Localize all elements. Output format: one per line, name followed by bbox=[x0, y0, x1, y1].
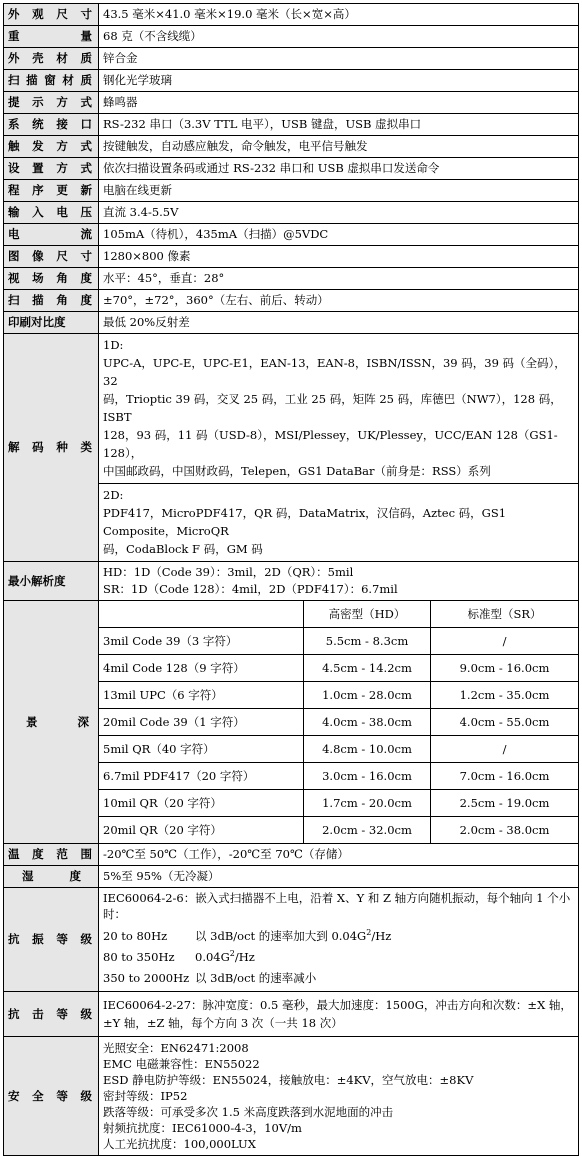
dof-sr: 7.0cm - 16.0cm bbox=[431, 763, 579, 790]
row-resolution bbox=[4, 562, 579, 601]
row-image bbox=[4, 246, 579, 268]
dof-hd: 5.5cm - 8.3cm bbox=[304, 628, 431, 655]
value-housing: 锌合金 bbox=[99, 48, 579, 70]
label-dof: 景 深 bbox=[4, 601, 99, 844]
dof-row bbox=[99, 628, 578, 655]
label-shock: 抗击等级 bbox=[4, 992, 99, 1037]
row-scan-angle bbox=[4, 290, 579, 312]
decode-1d-line: 128，93 码，11 码（USD-8），MSI/Plessey，UK/Plessey，UCC/EAN 128（GS1-128）， bbox=[103, 428, 558, 460]
label-temp: 温度范围 bbox=[4, 844, 99, 866]
row-current bbox=[4, 224, 579, 246]
dof-code: 13mil UPC（6 字符） bbox=[99, 682, 304, 709]
value-safety bbox=[99, 1037, 579, 1156]
row-config bbox=[4, 158, 579, 180]
vibration-sup: 2 bbox=[229, 949, 235, 959]
dof-code: 20mil QR（20 字符） bbox=[103, 822, 222, 837]
label-weight: 重 量 bbox=[4, 26, 99, 48]
vibration-desc: 0.04G bbox=[195, 950, 230, 964]
dof-row bbox=[99, 790, 578, 817]
vibration-row bbox=[103, 947, 574, 968]
dof-sr: 1.2cm - 35.0cm bbox=[431, 682, 579, 709]
decode-1d-line: UPC-A，UPC-E，UPC-E1，EAN-13，EAN-8，ISBN/ISSN，39 码，39 码（全码），32 bbox=[103, 356, 566, 388]
dof-table bbox=[99, 601, 578, 843]
decode-1d-title: 1D: bbox=[103, 338, 124, 352]
vibration-row bbox=[103, 968, 574, 989]
value-window: 钢化光学玻璃 bbox=[99, 70, 579, 92]
value-decode bbox=[99, 334, 579, 562]
row-update bbox=[4, 180, 579, 202]
safety-line: 射频抗扰度：IEC61000-4-3，10V/m bbox=[103, 1121, 302, 1135]
decode-1d-line: 中国邮政码，中国财政码，Telepen，GS1 DataBar（前身是：RSS）系列 bbox=[103, 464, 491, 478]
row-vibration bbox=[4, 888, 579, 992]
value-contrast: 最低 20%反射差 bbox=[99, 312, 579, 334]
row-window bbox=[4, 70, 579, 92]
row-interface bbox=[4, 114, 579, 136]
dof-row bbox=[99, 682, 578, 709]
vibration-freq: 20 to 80Hz bbox=[103, 929, 168, 943]
row-humidity bbox=[4, 866, 579, 888]
dof-sr: 9.0cm - 16.0cm bbox=[431, 655, 579, 682]
value-shock: IEC60064-2-27：脉冲宽度：0.5 毫秒，最大加速度：1500G，冲击方向和次数：±X 轴，±Y 轴，±Z 轴，每个方向 3 次（一共 18 次） bbox=[99, 992, 579, 1037]
decode-1d-block bbox=[99, 334, 578, 484]
dof-header-sr: 标准型（SR） bbox=[431, 601, 579, 628]
label-size: 外观尺寸 bbox=[4, 4, 99, 26]
dof-code: 20mil Code 39（1 字符） bbox=[99, 709, 304, 736]
row-temp bbox=[4, 844, 579, 866]
value-config: 依次扫描设置条码或通过 RS-232 串口和 USB 虚拟串口发送命令 bbox=[99, 158, 579, 180]
value-size: 43.5 毫米×41.0 毫米×19.0 毫米（长×宽×高） bbox=[99, 4, 579, 26]
label-interface: 系统接口 bbox=[4, 114, 99, 136]
dof-code: 3mil Code 39（3 字符） bbox=[99, 628, 304, 655]
value-vibration bbox=[99, 888, 579, 992]
value-dof bbox=[99, 601, 579, 844]
value-fov: 水平：45°，垂直：28° bbox=[99, 268, 579, 290]
vibration-desc: 以 3dB/oct 的速率减小 bbox=[195, 971, 317, 985]
dof-header-blank bbox=[99, 601, 304, 628]
label-contrast: 印刷对比度 bbox=[4, 312, 99, 334]
value-interface: RS-232 串口（3.3V TTL 电平），USB 键盘，USB 虚拟串口 bbox=[99, 114, 579, 136]
dof-hd: 4.5cm - 14.2cm bbox=[304, 655, 431, 682]
decode-2d-title: 2D: bbox=[103, 488, 124, 502]
row-housing bbox=[4, 48, 579, 70]
dof-row bbox=[99, 763, 578, 790]
vibration-desc-unit: /Hz bbox=[234, 950, 255, 964]
row-safety bbox=[4, 1037, 579, 1156]
row-voltage bbox=[4, 202, 579, 224]
row-shock bbox=[4, 992, 579, 1037]
dof-sr: / bbox=[431, 628, 579, 655]
vibration-row bbox=[103, 926, 574, 947]
safety-line: 跌落等级：可承受多次 1.5 米高度跌落到水泥地面的冲击 bbox=[103, 1105, 394, 1119]
label-decode: 解码种类 bbox=[4, 334, 99, 562]
dof-hd: 4.8cm - 10.0cm bbox=[304, 736, 431, 763]
row-decode bbox=[4, 334, 579, 562]
row-trigger bbox=[4, 136, 579, 158]
label-update: 程序更新 bbox=[4, 180, 99, 202]
label-window: 扫描窗材质 bbox=[4, 70, 99, 92]
row-fov bbox=[4, 268, 579, 290]
dof-code: 10mil QR（20 字符） bbox=[99, 790, 304, 817]
label-vibration: 抗振等级 bbox=[4, 888, 99, 992]
label-resolution: 最小解析度 bbox=[4, 562, 99, 601]
vibration-intro: IEC60064-2-6：嵌入式扫描器不上电，沿着 X、Y 和 Z 轴方向随机振动，每个轴向 1 个小时： bbox=[103, 891, 571, 921]
value-weight: 68 克（不含线缆） bbox=[99, 26, 579, 48]
label-indicator: 提示方式 bbox=[4, 92, 99, 114]
vibration-sup: 2 bbox=[366, 928, 372, 938]
dof-code: 5mil QR（40 字符） bbox=[99, 736, 304, 763]
label-humidity: 湿 度 bbox=[4, 866, 99, 888]
value-current: 105mA（待机），435mA（扫描）@5VDC bbox=[99, 224, 579, 246]
dof-hd: 2.0cm - 32.0cm bbox=[304, 817, 431, 844]
decode-2d-line: 码，CodaBlock F 码，GM 码 bbox=[103, 542, 263, 556]
vibration-desc-unit: /Hz bbox=[371, 929, 392, 943]
label-housing: 外壳材质 bbox=[4, 48, 99, 70]
value-scan-angle: ±70°，±72°，360°（左右、前后、转动） bbox=[99, 290, 579, 312]
spec-table bbox=[3, 3, 579, 1156]
value-trigger: 按键触发，自动感应触发，命令触发，电平信号触发 bbox=[99, 136, 579, 158]
safety-line: EMC 电磁兼容性：EN55022 bbox=[103, 1057, 260, 1071]
row-size bbox=[4, 4, 579, 26]
dof-header-row bbox=[99, 601, 578, 628]
dof-code: 4mil Code 128（9 字符） bbox=[99, 655, 304, 682]
dof-hd: 1.0cm - 28.0cm bbox=[304, 682, 431, 709]
safety-line: 光照安全：EN62471:2008 bbox=[103, 1041, 249, 1055]
label-image: 图像尺寸 bbox=[4, 246, 99, 268]
dof-row bbox=[99, 655, 578, 682]
label-fov: 视场角度 bbox=[4, 268, 99, 290]
dof-hd: 4.0cm - 38.0cm bbox=[304, 709, 431, 736]
label-scan-angle: 扫描角度 bbox=[4, 290, 99, 312]
dof-hd: 3.0cm - 16.0cm bbox=[304, 763, 431, 790]
resolution-line: HD：1D（Code 39）：3mil，2D（QR）：5mil bbox=[103, 565, 354, 579]
label-voltage: 输入电压 bbox=[4, 202, 99, 224]
value-voltage: 直流 3.4-5.5V bbox=[99, 202, 579, 224]
label-current: 电 流 bbox=[4, 224, 99, 246]
dof-row bbox=[99, 736, 578, 763]
label-safety: 安全等级 bbox=[4, 1037, 99, 1156]
dof-row bbox=[99, 817, 578, 844]
safety-line: 密封等级：IP52 bbox=[103, 1089, 188, 1103]
decode-2d-block bbox=[99, 484, 578, 561]
safety-line: ESD 静电防护等级：EN55024，接触放电：±4KV，空气放电：±8KV bbox=[103, 1073, 474, 1087]
dof-row bbox=[99, 709, 578, 736]
value-resolution bbox=[99, 562, 579, 601]
dof-sr: 4.0cm - 55.0cm bbox=[431, 709, 579, 736]
row-indicator bbox=[4, 92, 579, 114]
row-contrast bbox=[4, 312, 579, 334]
decode-1d-line: 码，Trioptic 39 码，交叉 25 码，工业 25 码，矩阵 25 码，库德巴（NW7），128 码，ISBT bbox=[103, 392, 562, 424]
label-config: 设置方式 bbox=[4, 158, 99, 180]
dof-code: 6.7mil PDF417（20 字符） bbox=[99, 763, 304, 790]
vibration-desc: 以 3dB/oct 的速率加大到 0.04G bbox=[195, 929, 367, 943]
value-humidity: 5%至 95%（无冷凝） bbox=[99, 866, 579, 888]
dof-sr: / bbox=[431, 736, 579, 763]
row-dof bbox=[4, 601, 579, 844]
value-temp: -20℃至 50℃（工作），-20℃至 70℃（存储） bbox=[99, 844, 579, 866]
resolution-line: SR：1D（Code 128）：4mil，2D（PDF417）：6.7mil bbox=[103, 582, 398, 596]
value-image: 1280×800 像素 bbox=[99, 246, 579, 268]
label-trigger: 触发方式 bbox=[4, 136, 99, 158]
dof-sr: 2.5cm - 19.0cm bbox=[431, 790, 579, 817]
vibration-freq: 80 to 350Hz bbox=[103, 950, 175, 964]
vibration-freq: 350 to 2000Hz bbox=[103, 971, 190, 985]
value-indicator: 蜂鸣器 bbox=[99, 92, 579, 114]
row-weight bbox=[4, 26, 579, 48]
decode-2d-line: PDF417，MicroPDF417，QR 码，DataMatrix，汉信码，Aztec 码，GS1 Composite，MicroQR bbox=[103, 506, 507, 538]
dof-hd: 1.7cm - 20.0cm bbox=[304, 790, 431, 817]
value-update: 电脑在线更新 bbox=[99, 180, 579, 202]
dof-header-hd: 高密型（HD） bbox=[304, 601, 431, 628]
safety-line: 人工光抗扰度：100,000LUX bbox=[103, 1137, 256, 1151]
dof-sr: 2.0cm - 38.0cm bbox=[431, 817, 579, 844]
